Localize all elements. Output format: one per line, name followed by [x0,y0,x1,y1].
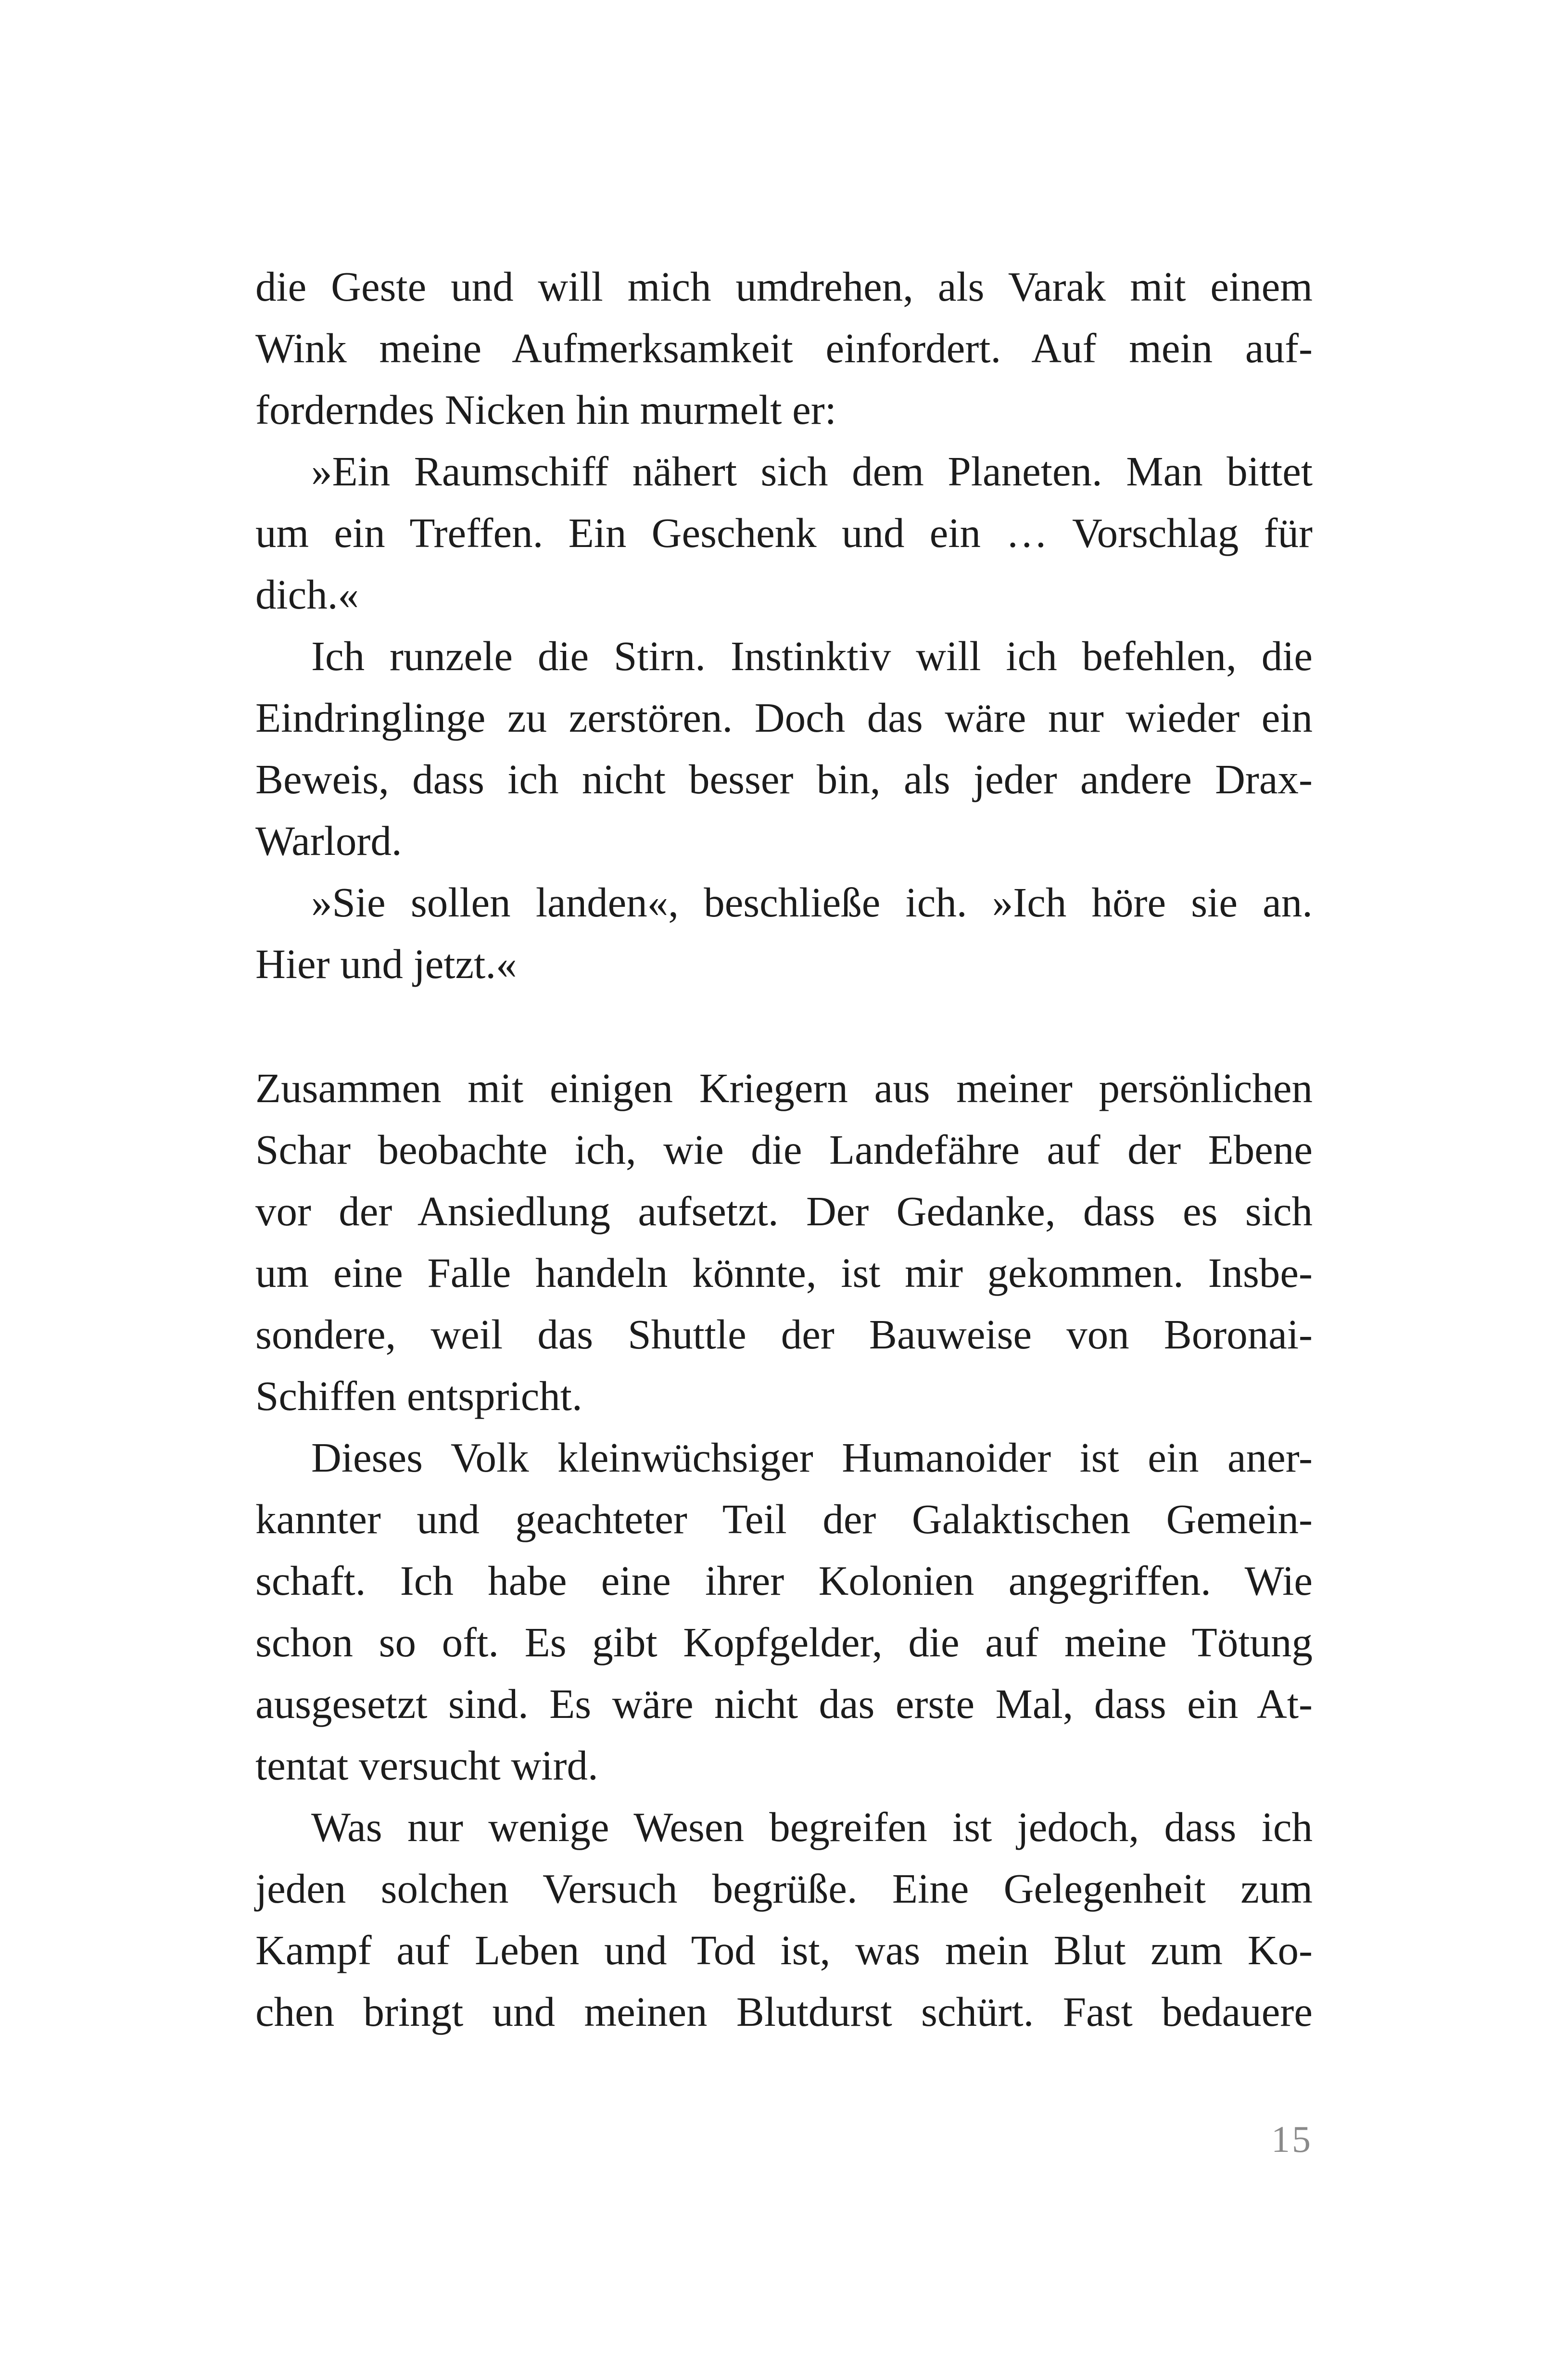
text-line: um ein Treffen. Ein Geschenk und ein … Vorschlag für [255,509,1313,556]
text-line: Kampf auf Leben und Tod ist, was mein Blut zum Ko- [255,1927,1313,1973]
text-line: Warlord. [255,817,402,864]
text-line: »Ein Raumschiff nähert sich dem Planeten. Man bittet [311,448,1313,495]
text-line: die Geste und will mich umdrehen, als Varak mit einem [255,263,1313,310]
text-line: Schiffen entspricht. [255,1373,582,1419]
text-line: schon so oft. Es gibt Kopfgelder, die auf meine Tötung [255,1619,1313,1665]
text-line: Beweis, dass ich nicht besser bin, als jeder andere Drax- [255,756,1313,802]
text-line: um eine Falle handeln könnte, ist mir gekommen. Insbe- [255,1249,1313,1296]
text-line: schaft. Ich habe eine ihrer Kolonien angegriffen. Wie [255,1557,1313,1604]
text-line: kannter und geachteter Teil der Galaktischen Gemein- [255,1496,1313,1542]
text-line: forderndes Nicken hin murmelt er: [255,386,836,433]
text-line: Hier und jetzt.« [255,941,517,987]
text-line: Ich runzele die Stirn. Instinktiv will ich befehlen, die [311,633,1313,679]
text-line: Wink meine Aufmerksamkeit einfordert. Auf mein auf- [255,325,1313,371]
text-line: Dieses Volk kleinwüchsiger Humanoider ist ein aner- [311,1434,1313,1481]
page-number: 15 [1271,2118,1313,2160]
text-line: chen bringt und meinen Blutdurst schürt. Fast bedauere [255,1988,1313,2035]
text-line: Eindringlinge zu zerstören. Doch das wäre nur wieder ein [255,694,1313,741]
text-line: Was nur wenige Wesen begreifen ist jedoch, dass ich [311,1804,1313,1850]
text-line: ausgesetzt sind. Es wäre nicht das erste Mal, dass ein At- [255,1680,1313,1727]
text-line: jeden solchen Versuch begrüße. Eine Gelegenheit zum [255,1865,1313,1912]
text-line: dich.« [255,571,359,618]
text-line: Schar beobachte ich, wie die Landefähre auf der Ebene [255,1126,1313,1173]
text-line: sondere, weil das Shuttle der Bauweise von Boronai- [255,1311,1313,1358]
text-line: vor der Ansiedlung aufsetzt. Der Gedanke, dass es sich [255,1188,1313,1234]
text-line: Zusammen mit einigen Kriegern aus meiner persönlichen [255,1065,1313,1111]
text-line: »Sie sollen landen«, beschließe ich. »Ich höre sie an. [311,879,1313,926]
text-line: tentat versucht wird. [255,1742,598,1789]
